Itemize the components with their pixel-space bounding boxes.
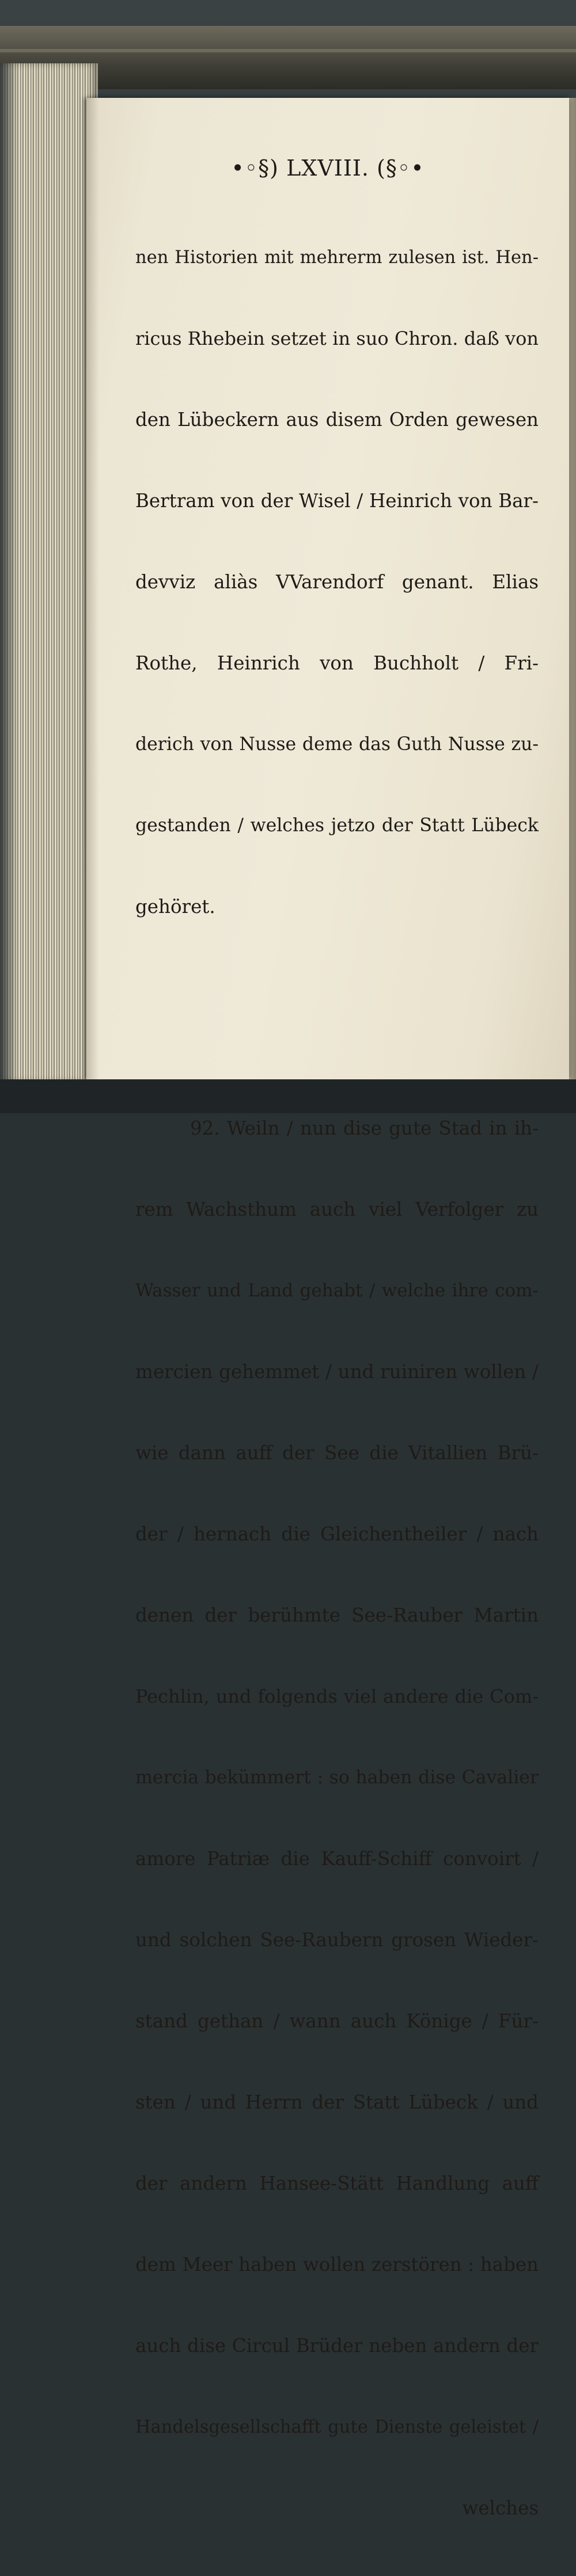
- page-block-edge: [0, 63, 98, 1082]
- text-line: Rothe, Heinrich von Buchholt / Fri-: [135, 652, 539, 674]
- table-surface: [0, 1079, 576, 1113]
- text-line: stand gethan / wann auch Könige / Für-: [135, 2010, 539, 2032]
- text-line: Bertram von der Wisel / Heinrich von Bar-: [135, 490, 539, 512]
- text-line: gestanden / welches jetzo der Statt Lübeck: [135, 815, 539, 836]
- page-header: •◦§) LXVIII. (§◦•: [231, 155, 425, 181]
- text-line: Pechlin, und folgends viel andere die Com-: [135, 1685, 539, 1707]
- text-line: und solchen See-Raubern grosen Wieder-: [135, 1929, 539, 1951]
- text-line: devviz aliàs VVarendorf genant. Elias: [135, 571, 539, 593]
- paragraph-gap: [135, 1002, 539, 1034]
- text-line: denen der berühmte See-Rauber Martin: [135, 1604, 539, 1626]
- text-line: ricus Rhebein setzet in suo Chron. daß von: [135, 328, 539, 349]
- text-line: gehöret.: [135, 896, 215, 918]
- text-line: den Lübeckern aus disem Orden gewesen: [135, 409, 539, 431]
- text-line: dem Meer haben wollen zerstören : haben: [135, 2254, 539, 2276]
- text-line: rem Wachsthum auch viel Verfolger zu: [135, 1198, 539, 1220]
- catchword: welches: [462, 2497, 539, 2519]
- printed-page: [86, 98, 569, 2519]
- text-line: 92. Weiln / nun dise gute Stad in ih-: [190, 1117, 539, 1139]
- text-line: mercia bekümmert : so haben dise Cavalier: [135, 1767, 539, 1788]
- text-line: wie dann auff der See die Vitallien Brü-: [135, 1442, 539, 1464]
- text-line: derich von Nusse deme das Guth Nusse zu-: [135, 734, 539, 755]
- text-line: amore Patriæ die Kauff-Schiff convoirt /: [135, 1848, 539, 1870]
- text-line: nen Historien mit mehrerm zulesen ist. Hen-: [135, 248, 539, 268]
- text-line: mercien gehemmet / und ruiniren wollen /: [135, 1361, 539, 1383]
- page-body-text: [135, 190, 539, 2576]
- text-line: Handelsgesellschafft gute Dienste geleistet /: [135, 2417, 539, 2437]
- text-line: der / hernach die Gleichentheiler / nach: [135, 1523, 539, 1545]
- text-line: Wasser und Land gehabt / welche ihre com-: [135, 1280, 539, 1301]
- text-line: auch dise Circul Brüder neben andern der: [135, 2335, 539, 2357]
- page-right-edge: [569, 98, 576, 1079]
- text-line: sten / und Herrn der Statt Lübeck / und: [135, 2091, 539, 2113]
- text-line: der andern Hansee-Stätt Handlung auff: [135, 2172, 539, 2194]
